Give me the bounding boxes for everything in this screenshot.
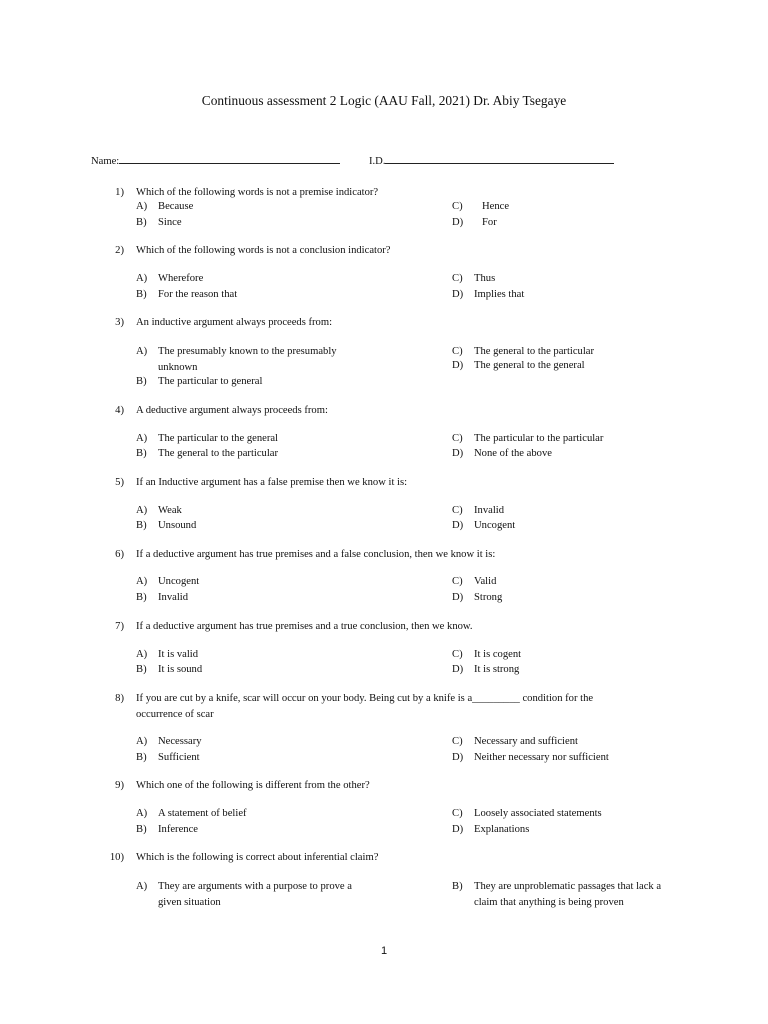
question-text: A deductive argument always proceeds from: bbox=[136, 405, 328, 416]
question-text: Which is the following is correct about inferential claim? bbox=[136, 852, 379, 863]
id-field[interactable] bbox=[369, 152, 614, 170]
question-text: If you are cut by a knife, scar will occur on your body. Being cut by a knife is a_________ condition for the occurrence of scar bbox=[136, 693, 594, 720]
name-field[interactable] bbox=[91, 152, 340, 170]
question-text: Which of the following words is not a premise indicator? bbox=[136, 187, 379, 198]
question-number: 2) bbox=[115, 245, 124, 256]
question-text: If an Inductive argument has a false premise then we know it is: bbox=[136, 477, 408, 488]
question-number: 3) bbox=[115, 317, 124, 328]
page-title: Continuous assessment 2 Logic (AAU Fall, 2021) Dr. Abiy Tsegaye bbox=[201, 93, 567, 108]
question-text: Which of the following words is not a conclusion indicator? bbox=[136, 245, 391, 256]
question-number: 1) bbox=[115, 187, 124, 198]
id-blank-line[interactable] bbox=[385, 152, 614, 164]
question-number: 6) bbox=[115, 549, 124, 560]
id-label: I.D. bbox=[369, 156, 386, 167]
question-text: If a deductive argument has true premises and a false conclusion, then we know it is: bbox=[136, 549, 496, 560]
question-number: 4) bbox=[115, 405, 124, 416]
question-text: An inductive argument always proceeds from: bbox=[136, 317, 333, 328]
page-number: 1 bbox=[380, 945, 388, 957]
name-blank-line[interactable] bbox=[119, 152, 340, 164]
name-label: Name: bbox=[91, 156, 120, 167]
question-number: 8) bbox=[115, 693, 124, 704]
question-number: 7) bbox=[115, 621, 124, 632]
question-number: 5) bbox=[115, 477, 124, 488]
question-number: 10) bbox=[109, 852, 124, 863]
question-number: 9) bbox=[115, 780, 124, 791]
document-page: Continuous assessment 2 Logic (AAU Fall, 2021) Dr. Abiy Tsegaye Name: I.D. 1) Which of the following words is not a premise indicator? A) Because B) Since C) Hence D) For 2) Which of the following words is not a conclusion indicator? A) Wherefore B) For the reason that C) Thus D) Implies that 3) An inductive argument always proceeds from: A) The presumably known to the presumably unknown B) The particular to general C) The general to the particular D) The general to the general 4) A deductive argument always proceeds from: A) The particular to the general B) The general to the particular C) The particular to the particular D) None of the above 5) If an Inductive argument has a false premise then we know it is: A) Weak B) Unsound C) Invalid D) Uncogent 6) If a deductive argument has true premises and a false conclusion, then we know it is: A) Uncogent B) Invalid C) Valid D) Strong 7) If a deductive argument has true premises and a true conclusion, then we know. A) It is valid B) It is sound C) It is cogent D) It is strong 8) If you are cut by a knife, scar will occur on your body. Being cut by a knife is a_________ condition for the occurrence of scar A) Necessary B) Sufficient C) Necessary and sufficient D) Neither necessary nor sufficient 9) Which one of the following is different from the other? A) A statement of belief B) Inference C) Loosely associated statements D) Explanations 10) Which is the following is correct about inferential claim? A) They are arguments with a purpose to prove a given situation B) They are unproblematic passages that lack a claim that anything is being proven 1 bbox=[0, 0, 768, 1024]
question-text: If a deductive argument has true premises and a true conclusion, then we know. bbox=[136, 621, 473, 632]
question-text: Which one of the following is different from the other? bbox=[136, 780, 370, 791]
